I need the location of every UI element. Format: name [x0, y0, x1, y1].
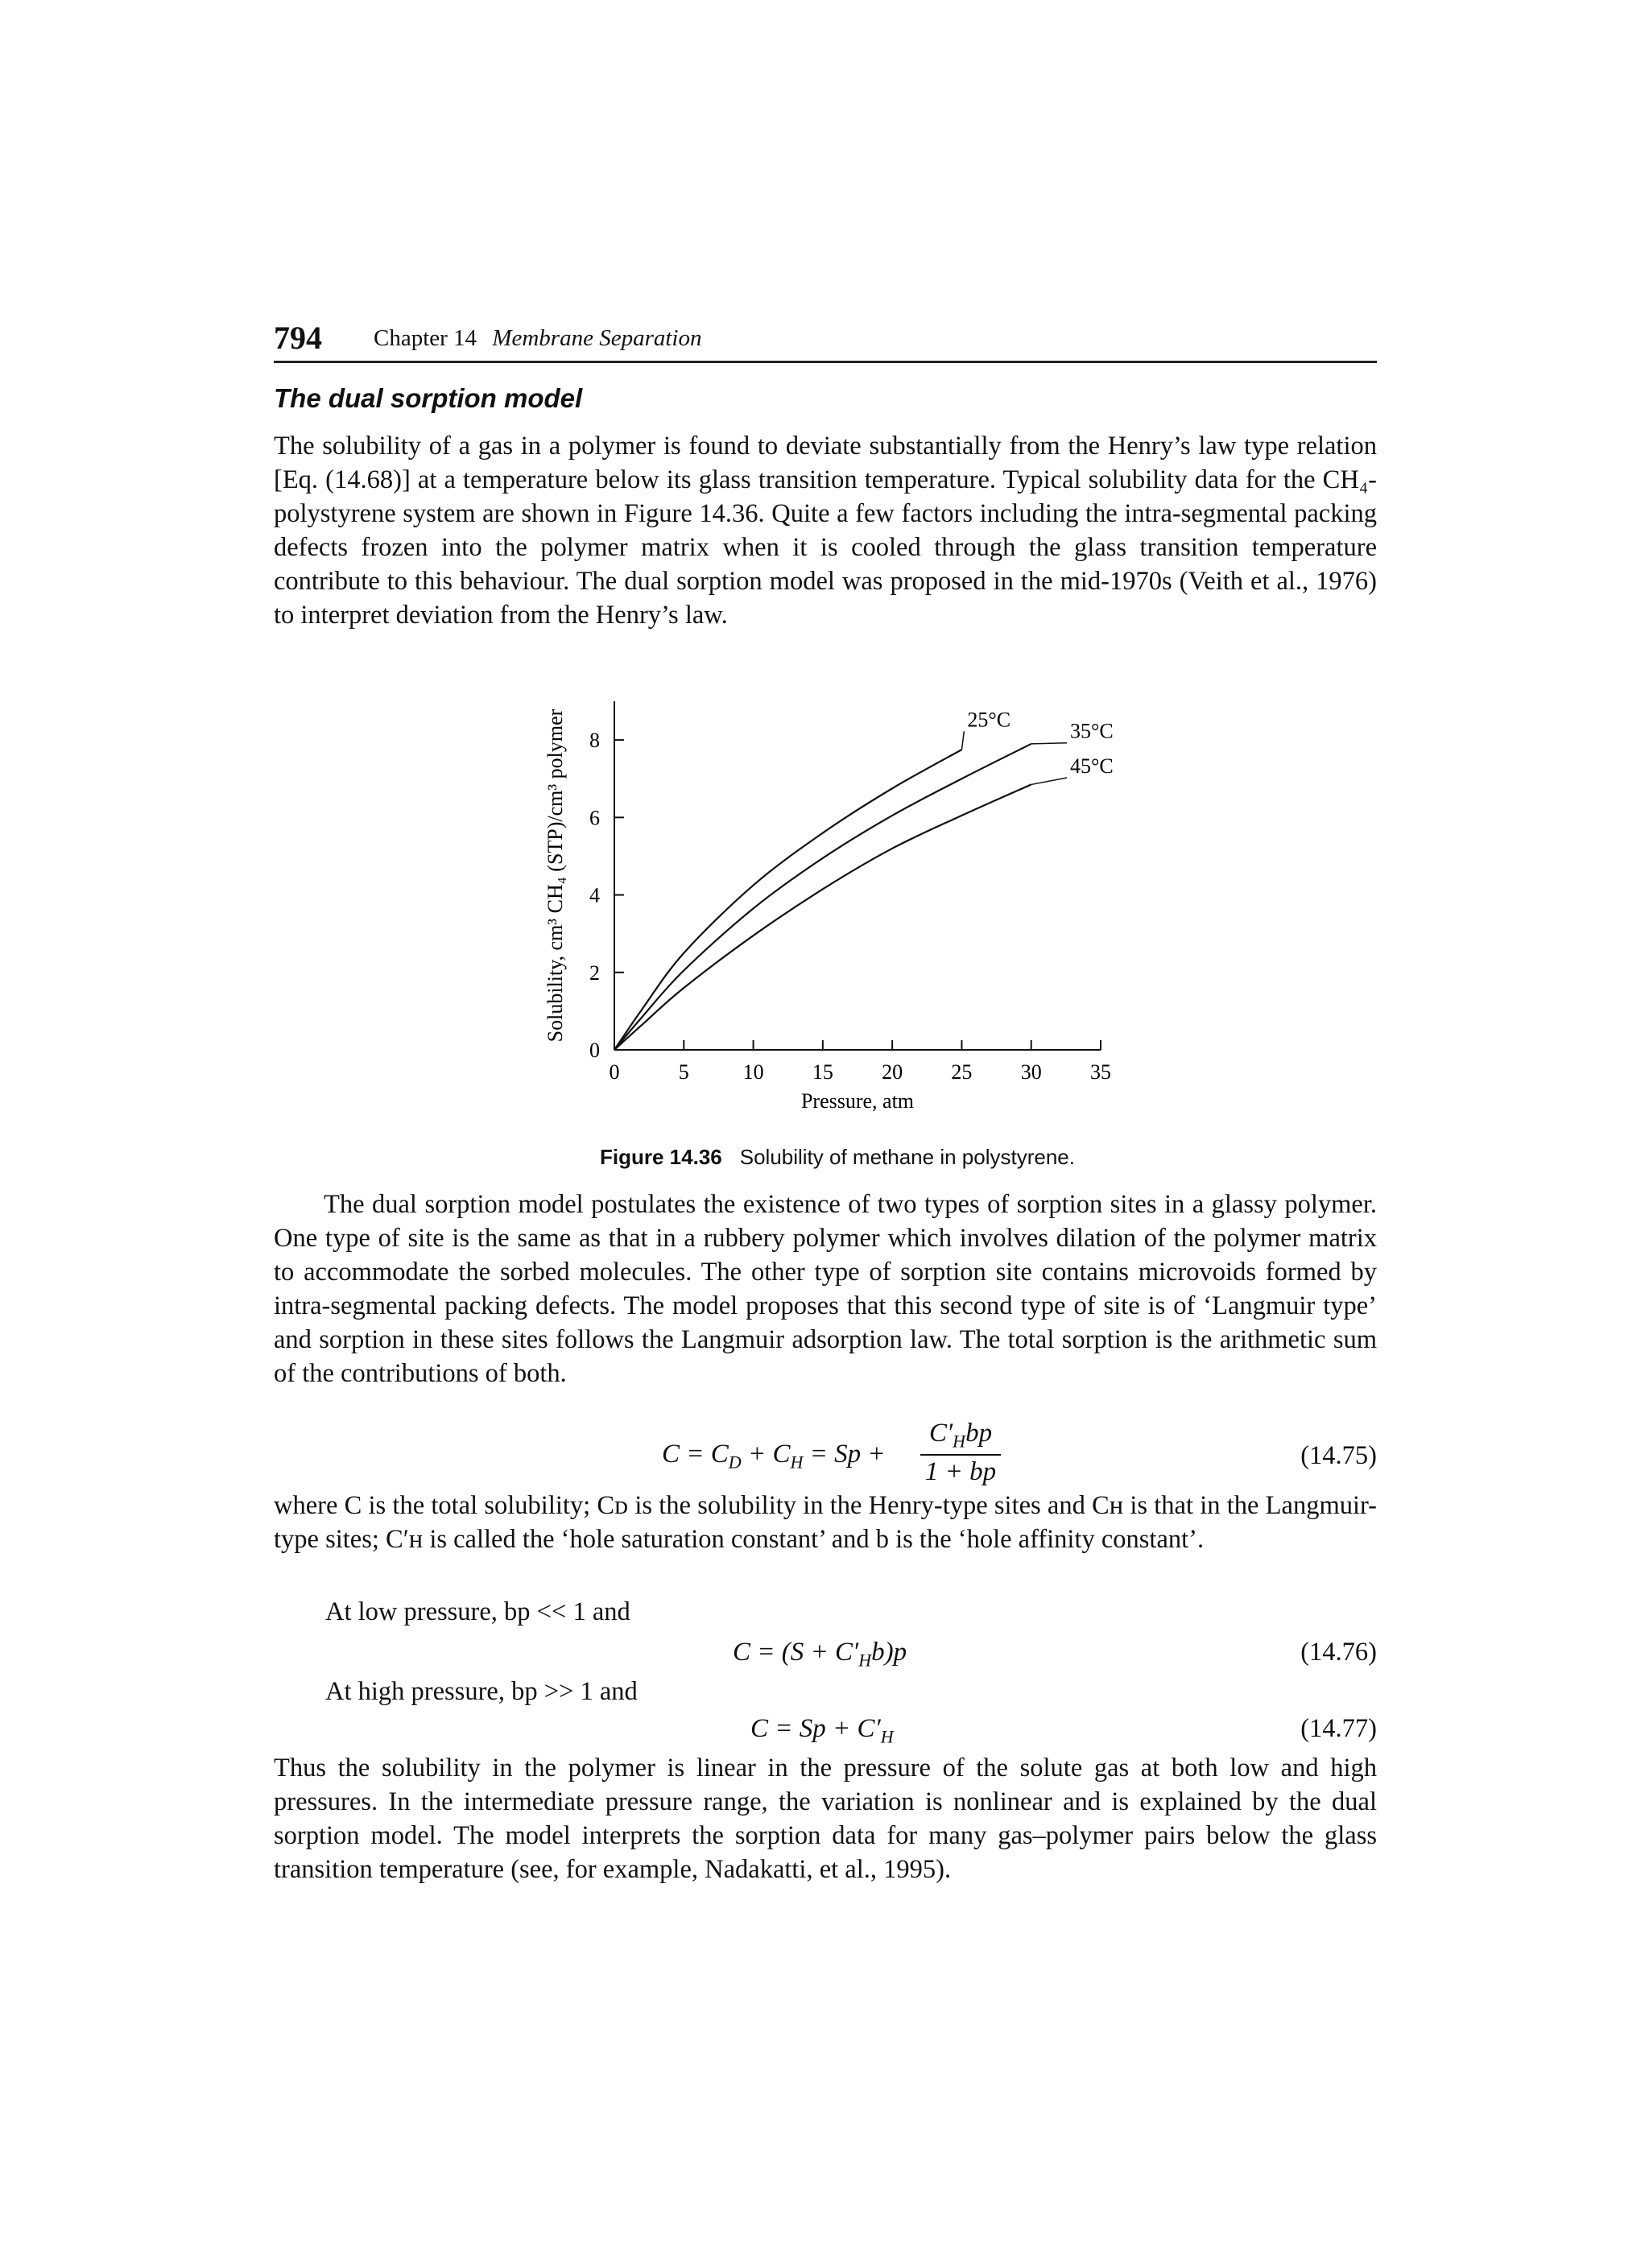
- y-axis-label: Solubility, cm³ CH₄ (STP)/cm³ polymer: [543, 708, 567, 1043]
- section-title: The dual sorption model: [274, 383, 583, 413]
- figure-caption-text: Solubility of methane in polystyrene.: [739, 1145, 1075, 1169]
- figure-caption: [600, 1145, 1075, 1170]
- eq1-number: (14.75): [1300, 1441, 1377, 1470]
- series-leader-2: [1031, 778, 1067, 784]
- series-line-2: [614, 784, 1031, 1050]
- x-tick-label: 5: [678, 1060, 689, 1084]
- x-tick-label: 20: [882, 1060, 903, 1084]
- series-line-1: [614, 744, 1031, 1050]
- x-tick-label: 25: [951, 1060, 973, 1084]
- y-tick-label: 4: [589, 883, 600, 907]
- low-pressure-line: At low pressure, bp << 1 and: [325, 1597, 630, 1626]
- eq2-rest: b)p: [871, 1638, 907, 1667]
- solubility-chart: [523, 668, 1135, 1135]
- eq1-denominator: 1 + bp: [924, 1457, 997, 1486]
- series-label-2: 45°C: [1070, 754, 1114, 779]
- eq2-text: C = (S + C′: [733, 1638, 859, 1667]
- eq1-sub-d: D: [728, 1452, 742, 1473]
- series-label-1: 35°C: [1070, 719, 1114, 743]
- chapter-title: Membrane Separation: [492, 325, 702, 351]
- equation-14-76: [0, 1638, 1649, 1678]
- paragraph-4: Thus the solubility in the polymer is linear in the pressure of the solute gas at both low and high pressures. In the intermediate pressure range, the variation is nonlinear and is explained by the dual sorption model. The model interprets the sorption data for many gas–polymer pairs below the glass transition temperature (see, for example, Nadakatti, et al., 1995).: [274, 1754, 1377, 1884]
- chapter-label: Chapter 14: [374, 325, 477, 351]
- series-leader-1: [1031, 743, 1067, 744]
- eq3-number: (14.77): [1300, 1714, 1377, 1743]
- eq1-mid: = Sp +: [803, 1440, 886, 1469]
- eq2-sub: H: [858, 1650, 872, 1671]
- y-tick-label: 8: [589, 729, 600, 753]
- series-label-0: 25°C: [967, 708, 1011, 732]
- eq1-numerator-rest: bp: [965, 1419, 993, 1448]
- x-tick-label: 35: [1090, 1060, 1111, 1084]
- paragraph-3: where C is the total solubility; Cᴅ is the solubility in the Henry-type sites and Cʜ is that in the Langmuir-type sites; C′ʜ is called the ‘hole saturation constant’ and b is the ‘hole affinity constant’.: [274, 1491, 1377, 1554]
- eq1-lhs: C = C: [662, 1440, 729, 1469]
- running-header: [274, 319, 1377, 363]
- eq3-sub: H: [880, 1726, 894, 1747]
- eq1-numerator: C′: [928, 1419, 953, 1448]
- y-tick-label: 6: [589, 806, 600, 830]
- page-number: 794: [274, 320, 322, 356]
- eq3-text: C = Sp + C′: [750, 1714, 881, 1743]
- series-leader-0: [961, 731, 964, 750]
- eq1-sub-h: H: [790, 1452, 804, 1473]
- high-pressure-line: At high pressure, bp >> 1 and: [325, 1677, 638, 1706]
- y-tick-label: 0: [589, 1039, 600, 1062]
- running-head: [374, 325, 701, 352]
- x-tick-label: 15: [812, 1060, 833, 1084]
- eq2-number: (14.76): [1300, 1638, 1377, 1667]
- eq1-plus: + C: [741, 1440, 791, 1469]
- figure-label: Figure 14.36: [600, 1145, 722, 1169]
- x-tick-label: 0: [609, 1060, 620, 1084]
- series-line-0: [614, 750, 961, 1050]
- eq1-numerator-sub: H: [953, 1431, 966, 1452]
- equation-14-77: [0, 1714, 1649, 1754]
- paragraph-1: The solubility of a gas in a polymer is found to deviate substantially from the Henry’s law type relation [Eq. (14.68)] at a temperature below its glass transition temperature. Typical solubility data for the CH₄-polystyrene system are shown in Figure 14.36. Quite a few factors including the intra-segmental packing defects frozen into the polymer matrix when it is cooled through the glass transition temperature contribute to this behaviour. The dual sorption model was proposed in the mid-1970s (Veith et al., 1976) to interpret deviation from the Henry’s law.: [274, 432, 1377, 630]
- y-tick-label: 2: [589, 960, 600, 985]
- x-tick-label: 10: [742, 1060, 764, 1084]
- equation-14-75: [0, 1419, 1649, 1498]
- paragraph-2: The dual sorption model postulates the existence of two types of sorption sites in a glassy polymer. One type of site is the same as that in a rubbery polymer which involves dilation of the polymer matrix to accommodate the sorbed molecules. The other type of sorption site contains microvoids formed by intra-segmental packing defects. The model proposes that this second type of site is of ‘Langmuir type’ and sorption in these sites follows the Langmuir adsorption law. The total sorption is the arithmetic sum of the contributions of both.: [274, 1190, 1377, 1388]
- x-tick-label: 30: [1020, 1060, 1042, 1084]
- x-axis-label: Pressure, atm: [800, 1089, 915, 1113]
